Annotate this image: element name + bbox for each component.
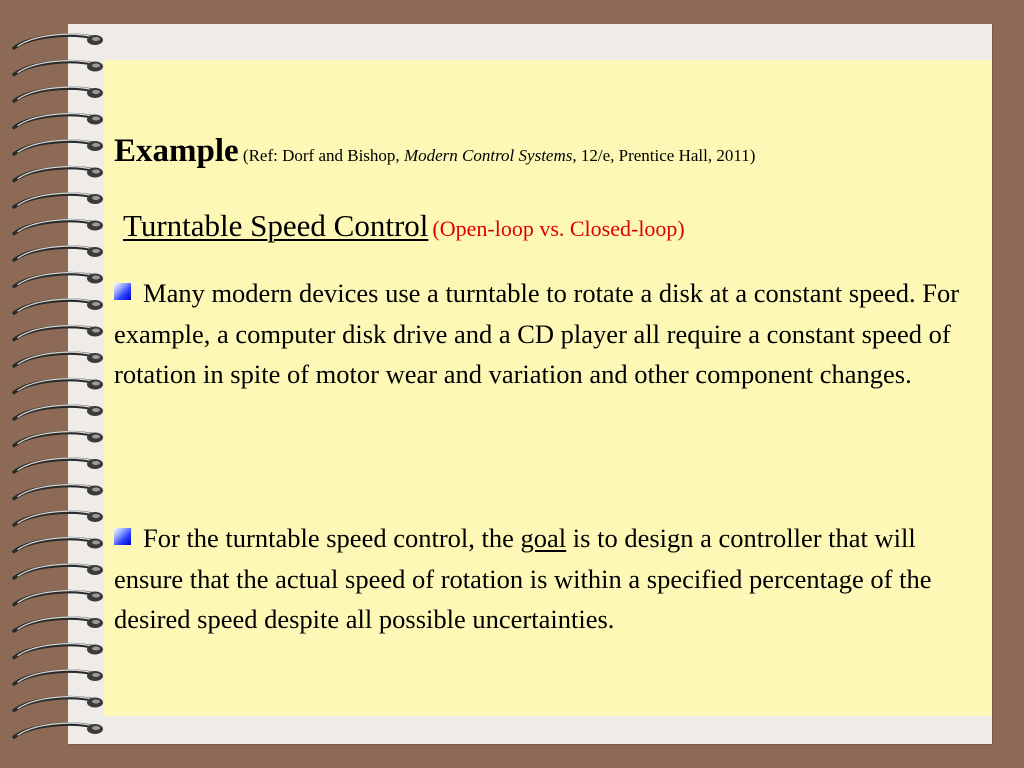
paragraph-1-text: Many modern devices use a turntable to rotate a disk at a constant speed. For example, a computer disk drive and a CD player all require a constant speed of rotation in spite of motor wear and variation and other component changes. (114, 278, 960, 389)
spiral-ring-icon (14, 723, 103, 737)
spiral-ring-icon (14, 670, 103, 684)
spiral-ring-icon (14, 405, 103, 419)
paragraph-2 (114, 518, 984, 640)
subtitle-note: (Open-loop vs. Closed-loop) (432, 216, 685, 241)
spiral-ring-icon (14, 458, 103, 472)
spiral-ring-icon (14, 697, 103, 711)
spiral-ring-icon (14, 511, 103, 525)
paragraph-2-before: For the turntable speed control, the (143, 523, 521, 553)
spiral-ring-icon (14, 591, 103, 605)
paragraph-1 (114, 273, 984, 395)
reference-suffix: , 12/e, Prentice Hall, 2011) (572, 146, 756, 165)
spiral-ring-icon (14, 644, 103, 658)
spiral-ring-icon (14, 87, 103, 101)
reference-prefix: (Ref: Dorf and Bishop, (238, 146, 404, 165)
slide-title-line (114, 133, 755, 170)
subtitle: Turntable Speed Control (123, 208, 429, 243)
reference-citation (239, 146, 756, 165)
spiral-ring-icon (14, 114, 103, 128)
spiral-ring-icon (14, 538, 103, 552)
bullet-icon (114, 528, 131, 545)
spiral-ring-icon (14, 432, 103, 446)
spiral-binding-icon (0, 0, 120, 768)
bullet-icon (114, 283, 131, 300)
paragraph-2-after: is to design a controller that will ensure that the actual speed of rotation is within a specified percentage of the desired speed despite all possible uncertainties. (114, 523, 932, 634)
spiral-ring-icon (14, 61, 103, 75)
goal-emphasis: goal (520, 523, 567, 553)
spiral-ring-icon (14, 273, 103, 287)
spiral-ring-icon (14, 564, 103, 578)
reference-book: Modern Control Systems (403, 146, 573, 165)
spiral-ring-icon (14, 352, 103, 366)
spiral-ring-icon (14, 167, 103, 181)
slide-title: Example (114, 133, 239, 169)
subtitle-line (123, 208, 685, 244)
spiral-ring-icon (14, 379, 103, 393)
spiral-ring-icon (14, 326, 103, 340)
spiral-ring-icon (14, 34, 103, 48)
spiral-ring-icon (14, 220, 103, 234)
spiral-ring-icon (14, 193, 103, 207)
spiral-ring-icon (14, 485, 103, 499)
spiral-ring-icon (14, 617, 103, 631)
spiral-ring-icon (14, 246, 103, 260)
spiral-ring-icon (14, 299, 103, 313)
spiral-ring-icon (14, 140, 103, 154)
